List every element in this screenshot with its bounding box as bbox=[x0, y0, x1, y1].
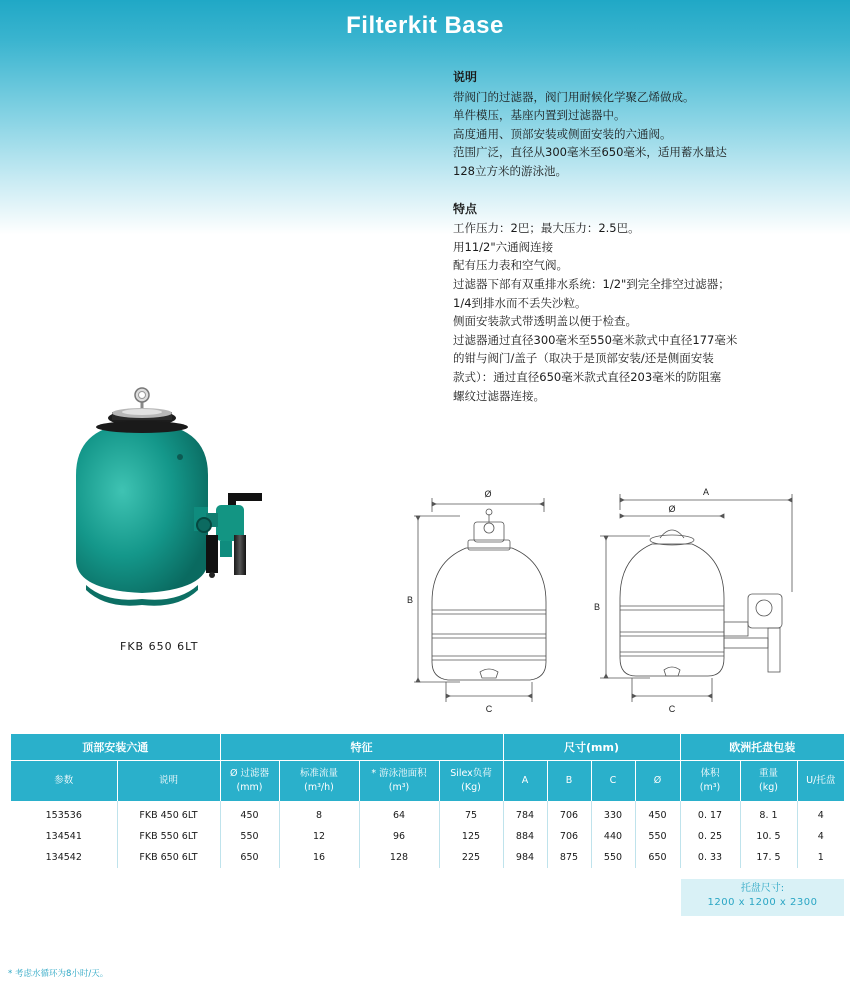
cell-filter: 650 bbox=[220, 847, 279, 868]
column-header-volume: 体积 (m³) bbox=[680, 761, 740, 802]
table-column-header-row bbox=[11, 761, 844, 802]
cell-c: 330 bbox=[591, 801, 635, 826]
pallet-size-label: 托盘尺寸: bbox=[740, 883, 785, 894]
description-heading: 说明 bbox=[453, 70, 478, 84]
cell-ref: 134542 bbox=[45, 852, 82, 863]
cell-b: 706 bbox=[547, 826, 591, 847]
cell-ref: 134541 bbox=[45, 831, 82, 842]
column-header-units: U/托盘 bbox=[797, 761, 844, 802]
column-header-ref: 参数 bbox=[11, 761, 117, 802]
group-header-pallet: 欧洲托盘包装 bbox=[680, 734, 844, 761]
group-header-features: 特征 bbox=[220, 734, 503, 761]
cell-a: 884 bbox=[503, 826, 547, 847]
cell-flow: 12 bbox=[279, 826, 359, 847]
column-header-flow: 标准流量 (m³/h) bbox=[279, 761, 359, 802]
feature-line: 螺纹过滤器连接。 bbox=[453, 388, 545, 403]
table-row bbox=[11, 801, 844, 826]
cell-pool: 128 bbox=[359, 847, 439, 868]
cell-a: 984 bbox=[503, 847, 547, 868]
cell-diameter: 550 bbox=[635, 826, 680, 847]
cell-diameter: 650 bbox=[635, 847, 680, 868]
description-line: 范围广泛，直径从300毫米至650毫米，适用蓄水量达 bbox=[453, 145, 727, 160]
diagram-right-base-label: C bbox=[668, 704, 676, 714]
cell-weight: 10. 5 bbox=[740, 826, 797, 847]
column-header-a: A bbox=[503, 761, 547, 802]
cell-silex: 125 bbox=[439, 826, 503, 847]
group-header-top-mount: 顶部安装六通 bbox=[11, 734, 220, 761]
cell-silex: 225 bbox=[439, 847, 503, 868]
column-header-weight: 重量 (kg) bbox=[740, 761, 797, 802]
technical-diagram bbox=[400, 482, 820, 714]
feature-line: 过滤器下部有双重排水系统：1/2"到完全排空过滤器； bbox=[453, 276, 730, 291]
description-line: 高度通用、顶部安装或侧面安装的六通阀。 bbox=[453, 126, 672, 141]
diagram-left-height-label: B bbox=[406, 595, 414, 605]
cell-units: 4 bbox=[797, 801, 844, 826]
table-group-header-row bbox=[11, 734, 844, 761]
cell-units: 1 bbox=[797, 847, 844, 868]
cell-a: 784 bbox=[503, 801, 547, 826]
feature-line: 过滤器通过直径300毫米至550毫米款式中直径177毫米 bbox=[453, 332, 738, 347]
feature-line: 1/4到排水而不丢失沙粒。 bbox=[453, 295, 587, 310]
pallet-size-box bbox=[681, 879, 844, 916]
feature-line: 用11/2"六通阀连接 bbox=[453, 239, 554, 254]
column-header-desc: 说明 bbox=[117, 761, 220, 802]
features-heading: 特点 bbox=[453, 201, 478, 216]
cell-pool: 96 bbox=[359, 826, 439, 847]
product-image bbox=[66, 385, 276, 610]
cell-b: 875 bbox=[547, 847, 591, 868]
column-header-filter: Ø 过滤器 (mm) bbox=[220, 761, 279, 802]
cell-c: 440 bbox=[591, 826, 635, 847]
table-row bbox=[11, 826, 844, 847]
feature-line: 配有压力表和空气阀。 bbox=[453, 258, 568, 273]
column-header-silex: Silex负荷 (Kg) bbox=[439, 761, 503, 802]
feature-line: 的钳与阀门/盖子（取决于是顶部安装/还是侧面安装 bbox=[453, 351, 714, 366]
cell-flow: 16 bbox=[279, 847, 359, 868]
cell-filter: 550 bbox=[220, 826, 279, 847]
cell-desc: FKB 450 6LT bbox=[117, 801, 220, 826]
diagram-right-overall-label: A bbox=[702, 487, 710, 497]
cell-filter: 450 bbox=[220, 801, 279, 826]
cell-c: 550 bbox=[591, 847, 635, 868]
cell-desc: FKB 650 6LT bbox=[117, 847, 220, 868]
diagram-right-height-label: B bbox=[593, 602, 601, 612]
group-header-dimensions: 尺寸(mm) bbox=[503, 734, 680, 761]
specifications-table bbox=[11, 734, 844, 868]
cell-desc: FKB 550 6LT bbox=[117, 826, 220, 847]
cell-weight: 8. 1 bbox=[740, 801, 797, 826]
cell-pool: 64 bbox=[359, 801, 439, 826]
diagram-left-diameter-label: Ø bbox=[484, 489, 492, 499]
column-header-c: C bbox=[591, 761, 635, 802]
column-header-pool: * 游泳池面积 (m³) bbox=[359, 761, 439, 802]
description-line: 带阀门的过滤器，阀门用耐候化学聚乙烯做成。 bbox=[453, 89, 695, 104]
pallet-size-value: 1200 x 1200 x 2300 bbox=[707, 897, 818, 908]
cell-volume: 0. 25 bbox=[680, 826, 740, 847]
diagram-right-diameter-label: Ø bbox=[668, 504, 676, 514]
diagram-left-base-label: C bbox=[485, 704, 493, 714]
cell-volume: 0. 17 bbox=[680, 801, 740, 826]
cell-weight: 17. 5 bbox=[740, 847, 797, 868]
description-block bbox=[453, 68, 833, 405]
column-header-b: B bbox=[547, 761, 591, 802]
cell-b: 706 bbox=[547, 801, 591, 826]
column-header-diameter: Ø bbox=[635, 761, 680, 802]
table-row bbox=[11, 847, 844, 868]
cell-volume: 0. 33 bbox=[680, 847, 740, 868]
product-model-label: FKB 650 6LT bbox=[120, 640, 199, 653]
cell-units: 4 bbox=[797, 826, 844, 847]
cell-flow: 8 bbox=[279, 801, 359, 826]
description-line: 128立方米的游泳池。 bbox=[453, 163, 567, 178]
description-line: 单件模压，基座内置到过滤器中。 bbox=[453, 108, 626, 123]
footnote: * 考虑水循环为8小时/天。 bbox=[8, 969, 109, 979]
cell-diameter: 450 bbox=[635, 801, 680, 826]
feature-line: 侧面安装款式带透明盖以便于检查。 bbox=[453, 314, 637, 329]
feature-line: 工作压力：2巴；最大压力：2.5巴。 bbox=[453, 221, 640, 236]
page-title: Filterkit Base bbox=[346, 12, 504, 39]
cell-silex: 75 bbox=[439, 801, 503, 826]
feature-line: 款式）：通过直径650毫米款式直径203毫米的防阻塞 bbox=[453, 369, 722, 384]
cell-ref: 153536 bbox=[45, 810, 82, 821]
